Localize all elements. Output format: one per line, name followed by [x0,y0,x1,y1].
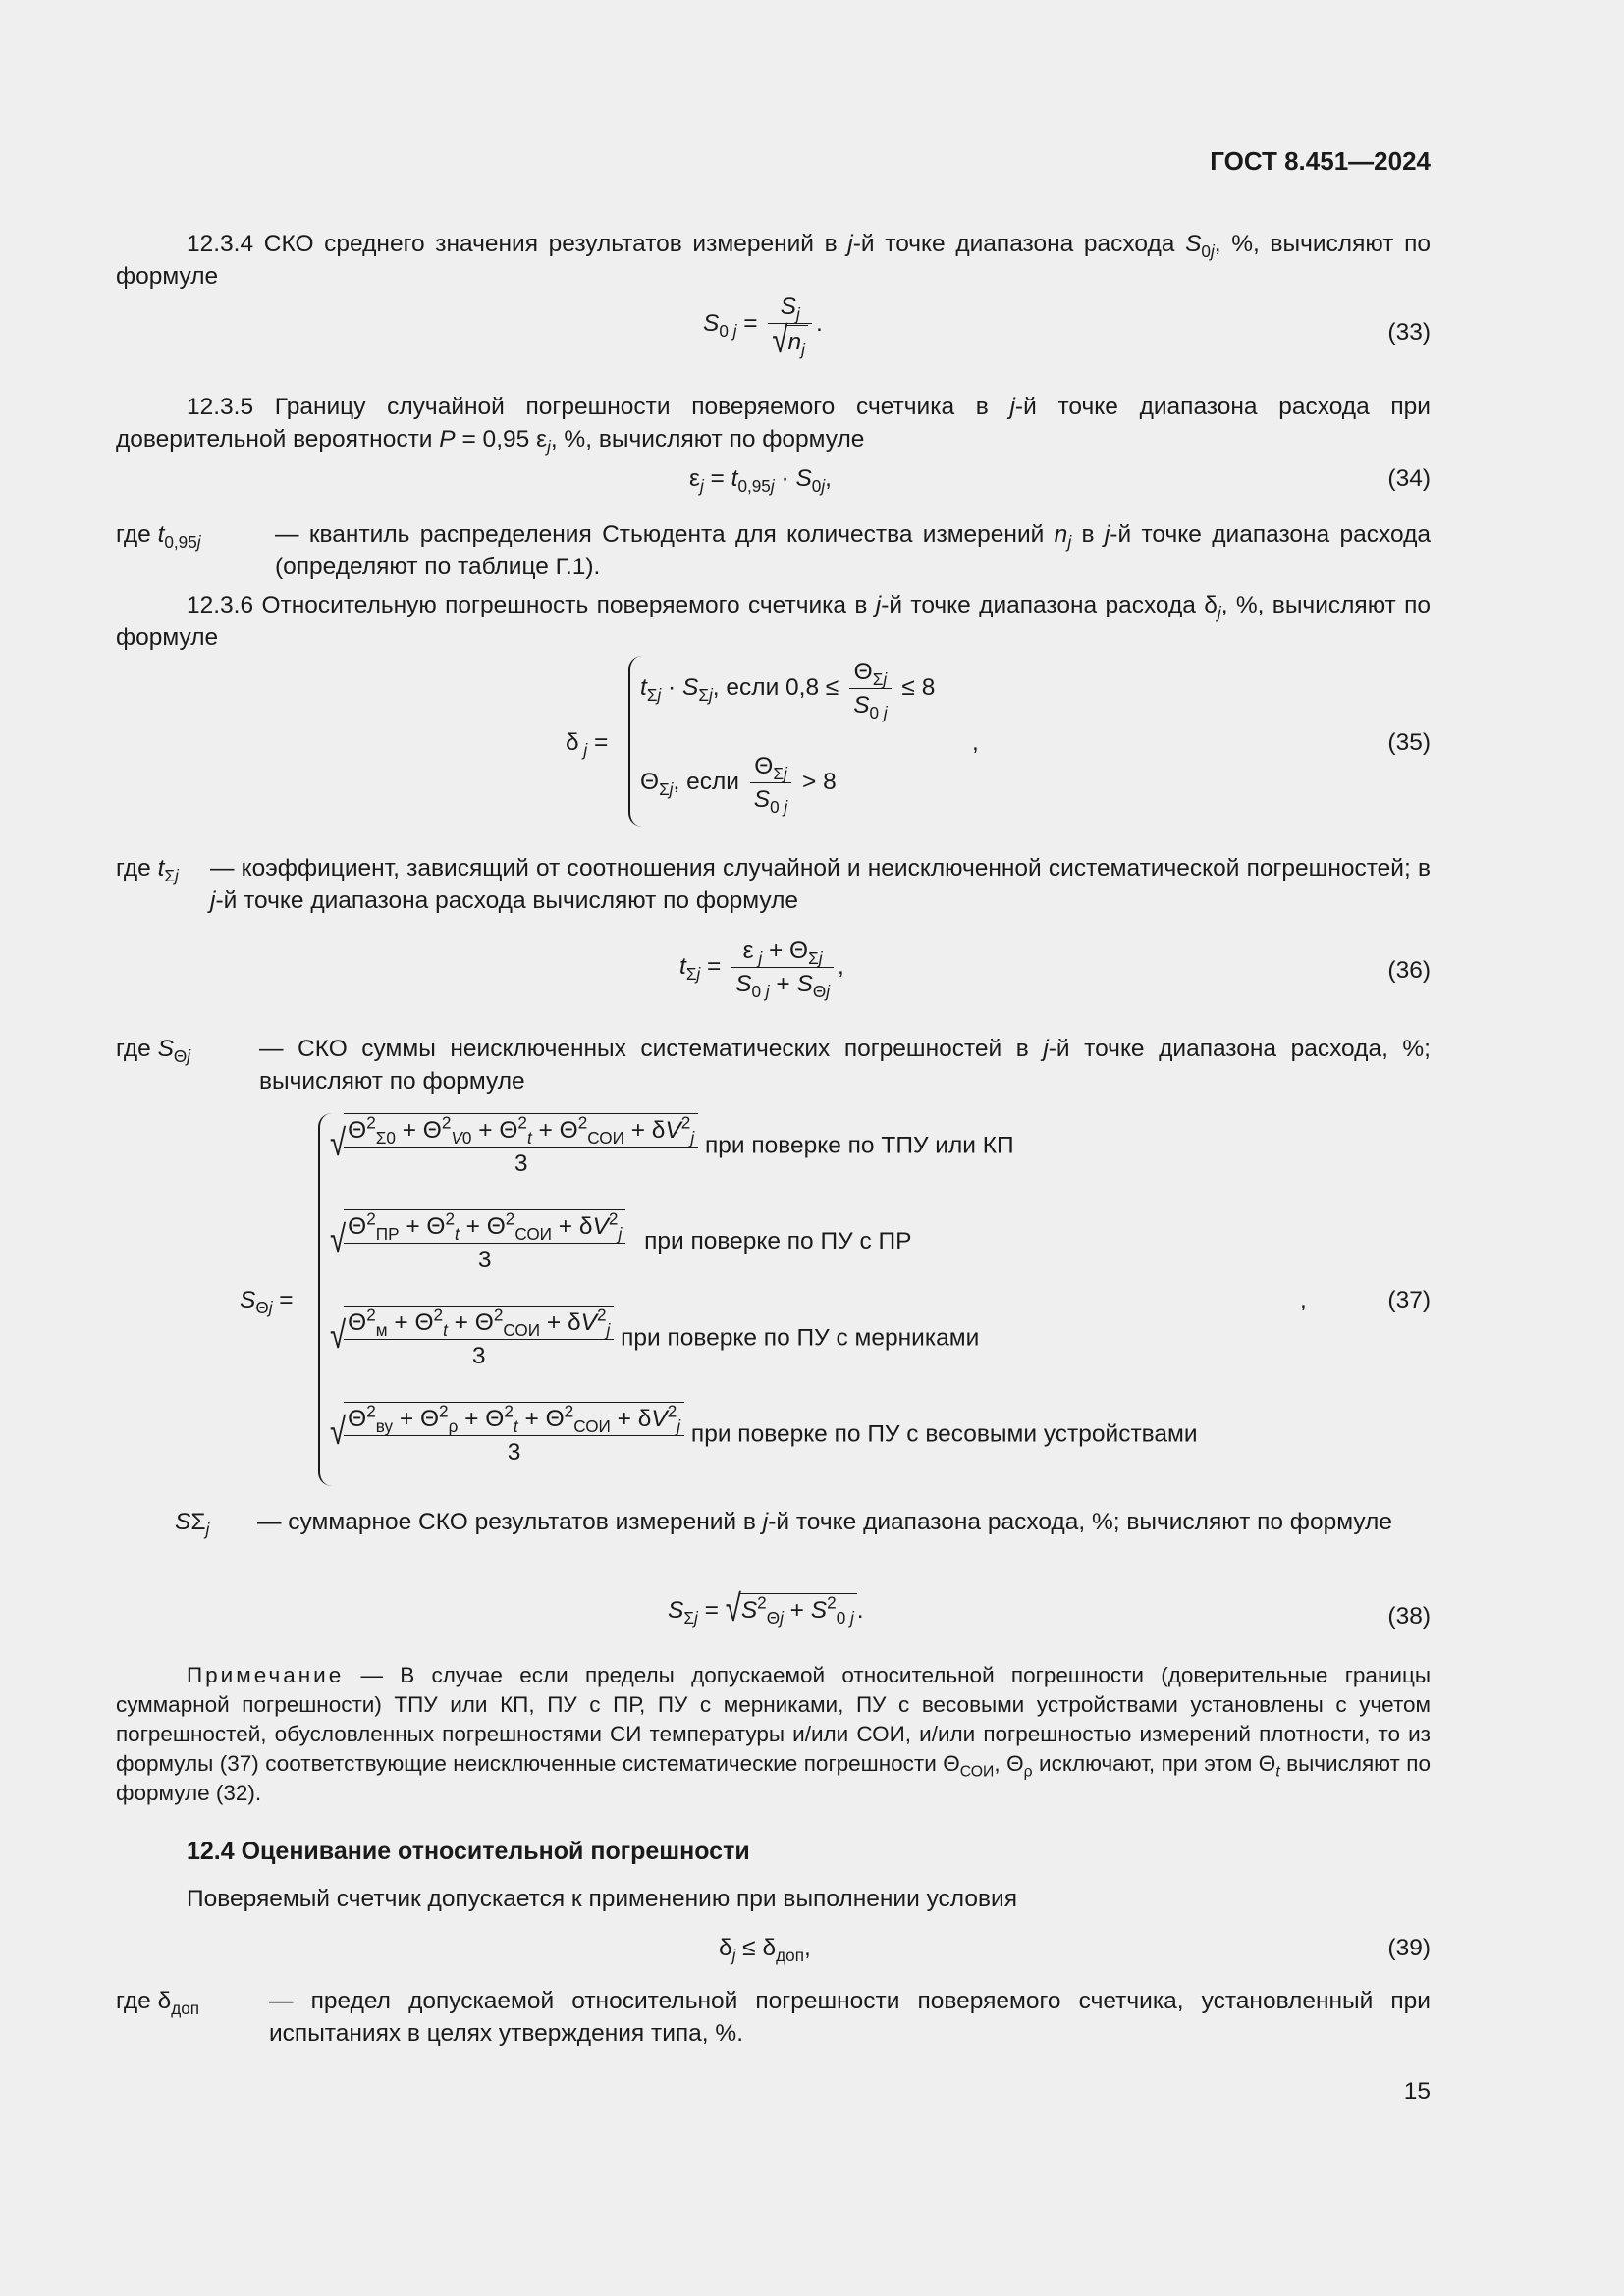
equation-number-33: (33) [1387,319,1431,346]
formula-37-case-3: √ $\frac{\Theta^2_м + \Theta^2_t + \Theta^2_{СОИ} + \delta V^2_j}{3}$ при поверке по ПУ с мерниками [330,1305,980,1369]
section-12-4-title: 12.4 Оценивание относительной погрешности [187,1838,750,1865]
note: Примечание — В случае если пределы допускаемой относительной погрешности (доверительные границы суммарной погрешности) ТПУ или КП, ПУ с ПР, ПУ с мерниками, ПУ с весовыми устройствами установлены с учетом погрешностей, обусловленных погрешностями СИ температуры и/или СОИ, и/или погрешностью измерений плотности, то из формулы (37) соответствующие неисключенные систематические погрешности $\Theta_{СОИ}$, $\Theta_\rho$ исключают, при этом $\Theta_t$ вычисляют по формуле (32). [116,1663,1431,1805]
paragraph-12-3-4: 12.3.4 СКО среднего значения результатов измерений в j-й точке диапазона расхода $S_{0j}$, %, вычисляют по формуле [116,231,1431,290]
formula-37-case-4: √ $\frac{\Theta^2_{ву} + \Theta^2_\rho + \Theta^2_t + \Theta^2_{СОИ} + \delta V^2_j}{3}$ при поверке по ПУ с весовыми устройствами [330,1401,1198,1466]
definition-t095: где $t_{0,95j}$ — квантиль распределения Стьюдента для количества измерений $n_j$ в j-й точке диапазона расхода (определяют по таблице Г.1). [116,521,1432,580]
formula-37-case-1: √ $\frac{\Theta^2_{\Sigma 0} + \Theta^2_{V0} + \Theta^2_t + \Theta^2_{СОИ} + \delta V^2_j}{3}$ при поверке по ТПУ или КП [330,1112,1014,1177]
equation-number-36: (36) [1387,957,1431,984]
formula-38: $S_{\Sigma j} = √S^2_{\Theta j} + S^2_{0 j}$ . [668,1587,864,1629]
paragraph-12-4: Поверяемый счетчик допускается к применению при выполнении условия [187,1886,1017,1912]
document-page: ГОСТ 8.451—2024 12.3.4 СКО среднего значения результатов измерений в j-й точке диапазона расхода $S_{0j}$, %, вычисляют по формуле $S_{0 j}$ = $\frac{S_j}{√n_j}$ . (33) 12.3.5 Границу случайной погрешности поверяемого счетчика в j-й точке диапазона расхода при доверительной вероятности P = 0,95 $\varepsilon_j$, %, вычисляют по формуле $\varepsilon_j = t_{0,95j} \cdot S_{0j}$, (34) где $t_{0,95j}$ — квантиль распределения Стьюдента для количества измерений $n_j$ в j-й точке диапазона расхода (определяют по таблице Г.1). 12.3.6 Относительную погрешность поверяемого счетчика в j-й точке диапазона расхода $\delta_j$, %, вычисляют по формуле δ $_j$ = $t_{\Sigma j} \cdot S_{\Sigma j}$, если 0,8 ≤ $\frac{\Theta_{\Sigma j}}{S_{0 j}}$ ≤ 8 $\Theta_{\Sigma j}$, если $\frac{\Theta_{\Sigma j}}{S_{0 j}}$ > 8 , (35) где $t_{\Sigma j}$ — коэффициент, зависящий от соотношения случайной и неисключенной систематической погрешностей; в j-й точке диапазона расхода вычисляют по формуле $t_{\Sigma j}$ = $\frac{\varepsilon _j + \Theta_{\Sigma j}}{S_{0 j} + S_{\Theta j}}$ , (36) где $S_{\Theta j}$ — СКО суммы неисключенных систематических погрешностей в j-й точке диапазона расхода, %; вычисляют по формуле $S_{\Theta j}$ = √ $\frac{\Theta^2_{\Sigma 0} + \Theta^2_{V0} + \Theta^2_t + \Theta^2_{СОИ} + \delta V^2_j}{3}$ при поверке по ТПУ или КП √ $\frac{\Theta^2_{ПР} + \Theta^2_t + \Theta^2_{СОИ} + \delta V^2_j}{3}$ при поверке по ПУ с ПР √ $\frac{\Theta^2_м + \Theta^2_t + \Theta^2_{СОИ} + \delta V^2_j}{3}$ при поверке по ПУ с мерниками √ $\frac{\Theta^2_{ву} + \Theta^2_\rho + \Theta^2_t + \Theta^2_{СОИ} + \delta V^2_j}{3}$ при поверке по ПУ с весовыми устройствами , (37) $S\Sigma_j$ — суммарное СКО результатов измерений в j-й точке диапазона расхода, %; вычисляют по формуле $S_{\Sigma j} = √S^2_{\Theta j} + S^2_{0 j}$ . (38) Примечание — В случае если пределы допускаемой относительной погрешности (доверительные границы суммарной погрешности) ТПУ или КП, ПУ с ПР, ПУ с мерниками, ПУ с весовыми устройствами установлены с учетом погрешностей, обусловленных погрешностями СИ температуры и/или СОИ, и/или погрешностью измерений плотности, то из формулы (37) соответствующие неисключенные систематические погрешности $\Theta_{СОИ}$, $\Theta_\rho$ исключают, при этом $\Theta_t$ вычисляют по формуле (32). 12.4 Оценивание относительной погрешности Поверяемый счетчик допускается к применению при выполнении условия $\delta_j \le \delta_{доп}$, (39) где $\delta_{доп}$ — предел допускаемой относительной погрешности поверяемого счетчика, установленный при испытаниях в целях утверждения типа, %. 15 [0,0,1624,2296]
definition-ssigma: $S\Sigma_j$ — суммарное СКО результатов измерений в j-й точке диапазона расхода, %; вычисляют по формуле [175,1509,1392,1539]
equation-number-34: (34) [1387,465,1431,492]
definition-ddop: где $\delta_{доп}$ — предел допускаемой относительной погрешности поверяемого счетчика, установленный при испытаниях в целях утверждения типа, %. [116,1988,1431,2047]
paragraph-12-3-5: 12.3.5 Границу случайной погрешности поверяемого счетчика в j-й точке диапазона расхода при доверительной вероятности P = 0,95 $\varepsilon_j$, %, вычисляют по формуле [116,394,1431,456]
formula-33: $S_{0 j}$ = $\frac{S_j}{√n_j}$ . [703,291,823,358]
equation-number-38: (38) [1387,1603,1431,1629]
formula-39: $\delta_j \le \delta_{доп}$, [719,1935,811,1965]
equation-number-39: (39) [1387,1935,1431,1961]
standard-header: ГОСТ 8.451—2024 [1210,146,1431,176]
paragraph-12-3-6: 12.3.6 Относительную погрешность поверяемого счетчика в j-й точке диапазона расхода $\delta_j$, %, вычисляют по формуле [116,592,1431,651]
formula-34: $\varepsilon_j = t_{0,95j} \cdot S_{0j}$, [689,465,832,496]
formula-37-case-2: √ $\frac{\Theta^2_{ПР} + \Theta^2_t + \Theta^2_{СОИ} + \delta V^2_j}{3}$ при поверке по ПУ с ПР [330,1208,912,1273]
page-number: 15 [1403,2078,1431,2105]
equation-number-37: (37) [1387,1287,1431,1313]
definition-stheta: где $S_{\Theta j}$ — СКО суммы неисключенных систематических погрешностей в j-й точке диапазона расхода, %; вычисляют по формуле [116,1036,1431,1095]
definition-tsigma: где $t_{\Sigma j}$ — коэффициент, зависящий от соотношения случайной и неисключенной систематической погрешностей; в j-й точке диапазона расхода вычисляют по формуле [116,855,1431,914]
note-label: Примечание [187,1663,345,1687]
equation-number-35: (35) [1387,729,1431,756]
formula-36: $t_{\Sigma j}$ = $\frac{\varepsilon _j + \Theta_{\Sigma j}}{S_{0 j} + S_{\Theta j}}$ , [679,934,844,1000]
